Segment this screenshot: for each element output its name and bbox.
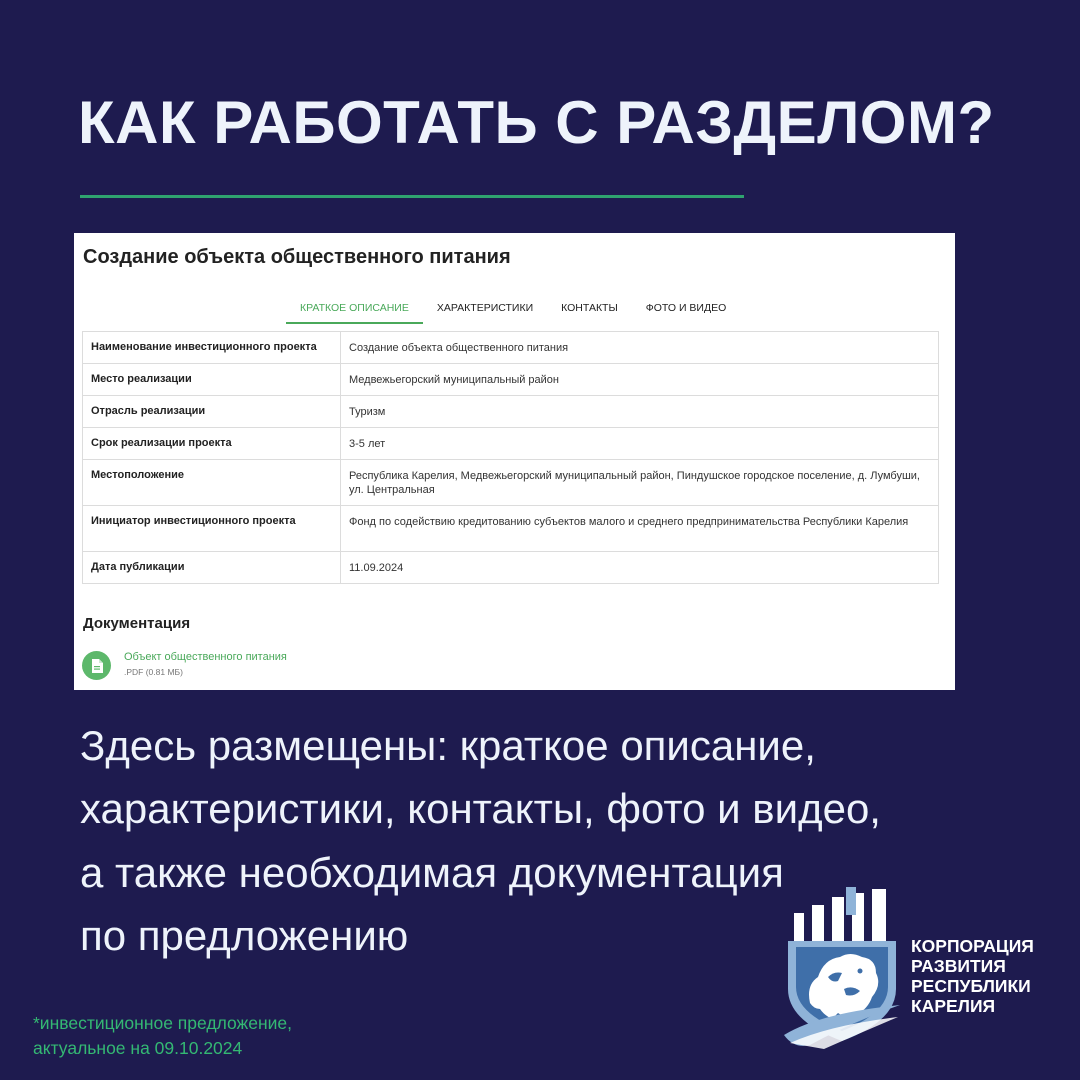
logo-line: РЕСПУБЛИКИ [911,976,1031,996]
row-value: Туризм [341,396,939,428]
description-line: по предложению [80,912,409,960]
description-line: характеристики, контакты, фото и видео, [80,785,881,833]
row-key: Срок реализации проекта [83,428,341,460]
project-info-table [82,331,939,584]
description-line: а также необходимая документация [80,848,784,896]
row-value: Фонд по содействию кредитованию субъектов малого и среднего предпринимательства Республики Карелия [341,506,939,552]
tab-photo-video[interactable]: ФОТО И ВИДЕО [645,302,727,314]
row-key: Место реализации [83,364,341,396]
row-key: Дата публикации [83,552,341,584]
project-title: Создание объекта общественного питания [83,246,511,268]
row-key: Наименование инвестиционного проекта [83,332,341,364]
table-row [83,396,939,428]
page-headline: КАК РАБОТАТЬ С РАЗДЕЛОМ? [78,89,995,156]
logo-line: КАРЕЛИЯ [911,996,996,1016]
document-item[interactable] [82,651,287,680]
logo-line: КОРПОРАЦИЯ [911,936,1034,956]
table-row [83,332,939,364]
table-row [83,428,939,460]
row-value: Медвежьегорский муниципальный район [341,364,939,396]
table-row [83,506,939,552]
description-line: Здесь размещены: краткое описание, [80,722,816,769]
row-key: Местоположение [83,460,341,506]
documentation-heading: Документация [83,615,191,632]
footnote [33,1011,292,1062]
document-size: .PDF (0.81 МБ) [124,667,183,677]
row-key: Инициатор инвестиционного проекта [83,506,341,552]
tab-contacts[interactable]: КОНТАКТЫ [561,302,618,314]
row-value: Республика Карелия, Медвежьегорский муниципальный район, Пиндушское городское поселение, д. Лумбуши, ул. Центральная [341,460,939,506]
company-logo-text [911,936,1034,1016]
description-text [80,714,881,968]
headline-divider [80,195,744,198]
row-value: Создание объекта общественного питания [341,332,939,364]
document-link[interactable]: Объект общественного питания [124,651,287,663]
table-row [83,552,939,584]
tab-short-description[interactable]: КРАТКОЕ ОПИСАНИЕ [286,293,423,324]
table-row [83,460,939,506]
tab-bar [286,293,740,323]
file-icon [82,651,111,680]
bear-emblem-icon [780,885,904,1051]
footnote-line: актуальное на 09.10.2024 [33,1038,243,1059]
project-card-screenshot [74,233,955,690]
logo-line: РАЗВИТИЯ [911,956,1006,976]
row-value: 3-5 лет [341,428,939,460]
footnote-line: *инвестиционное предложение, [33,1013,292,1033]
tab-characteristics[interactable]: ХАРАКТЕРИСТИКИ [436,302,534,314]
table-row [83,364,939,396]
row-value: 11.09.2024 [341,552,939,584]
row-key: Отрасль реализации [83,396,341,428]
